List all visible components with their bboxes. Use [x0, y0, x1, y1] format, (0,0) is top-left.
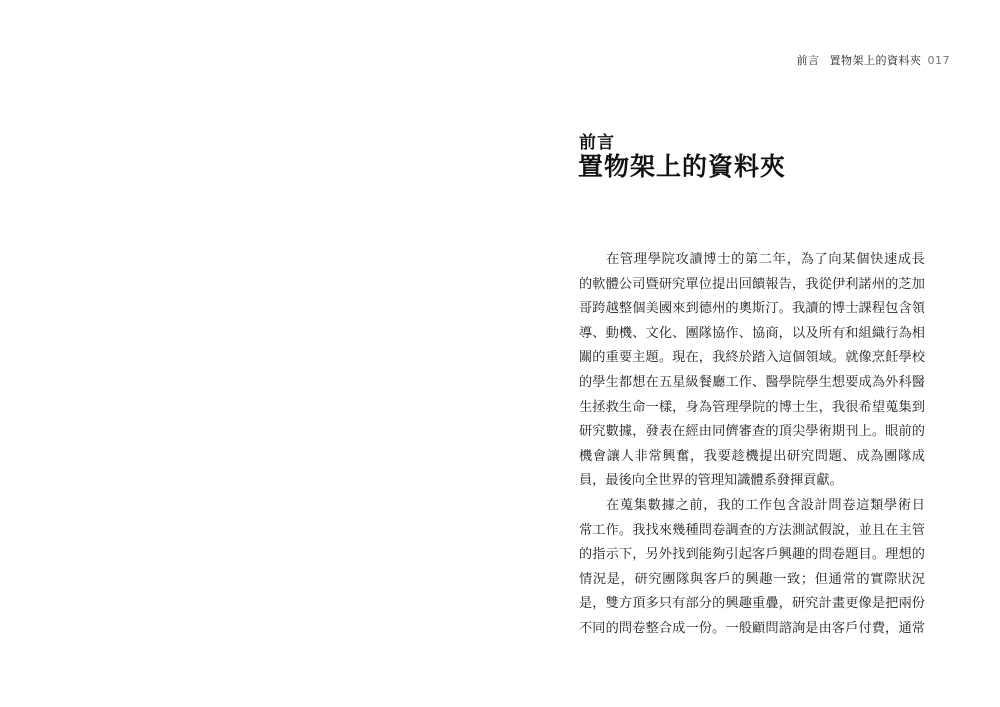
- page-number: 017: [927, 54, 950, 67]
- text-line: 的軟體公司暨研究單位提出回饋報告，我從伊利諾州的芝加: [579, 276, 925, 292]
- text-line: 是，雙方頂多只有部分的興趣重疊，研究計畫更像是把兩份: [579, 596, 925, 612]
- text-line: 生拯救生命一樣，身為管理學院的博士生，我很希望蒐集到: [579, 399, 925, 415]
- running-head: [797, 52, 951, 68]
- text-line: 常工作。我找來幾種問卷調查的方法測試假說，並且在主管: [579, 522, 925, 538]
- text-line: 研究數據，發表在經由同儕審查的頂尖學術期刊上。眼前的: [579, 424, 925, 440]
- text-line: 在管理學院攻讀博士的第二年，為了向某個快速成長: [606, 252, 925, 267]
- text-line: 的學生都想在五星級餐廳工作、醫學院學生想要成為外科醫: [579, 374, 925, 390]
- text-line: 情況是，研究團隊與客戶的興趣一致；但通常的實際狀況: [579, 571, 925, 587]
- paragraph-2: [579, 494, 925, 642]
- running-head-section: 前言: [796, 54, 820, 67]
- text-line: 關的重要主題。現在，我終於踏入這個領域。就像烹飪學校: [579, 350, 925, 366]
- body-text: [579, 248, 925, 642]
- paragraph-1: [579, 248, 925, 494]
- text-line: 的指示下，另外找到能夠引起客戶興趣的問卷題目。理想的: [579, 547, 925, 563]
- text-line: 在蒐集數據之前，我的工作包含設計問卷這類學術日: [606, 497, 925, 513]
- text-line: 員，最後向全世界的管理知識體系發揮貢獻。: [579, 473, 843, 489]
- running-head-title: 置物架上的資料夾: [829, 54, 922, 67]
- text-line: 哥跨越整個美國來到德州的奧斯汀。我讀的博士課程包含領: [579, 301, 925, 317]
- chapter-label: 前言: [579, 133, 615, 153]
- text-line: 機會讓人非常興奮，我要趁機提出研究問題、成為團隊成: [579, 448, 925, 464]
- text-line: 導、動機、文化、團隊協作、協商，以及所有和組織行為相: [579, 325, 925, 341]
- text-line: 不同的問卷整合成一份。一般顧問諮詢是由客戶付費，通常: [579, 620, 925, 636]
- chapter-title: 置物架上的資料夾: [578, 152, 787, 181]
